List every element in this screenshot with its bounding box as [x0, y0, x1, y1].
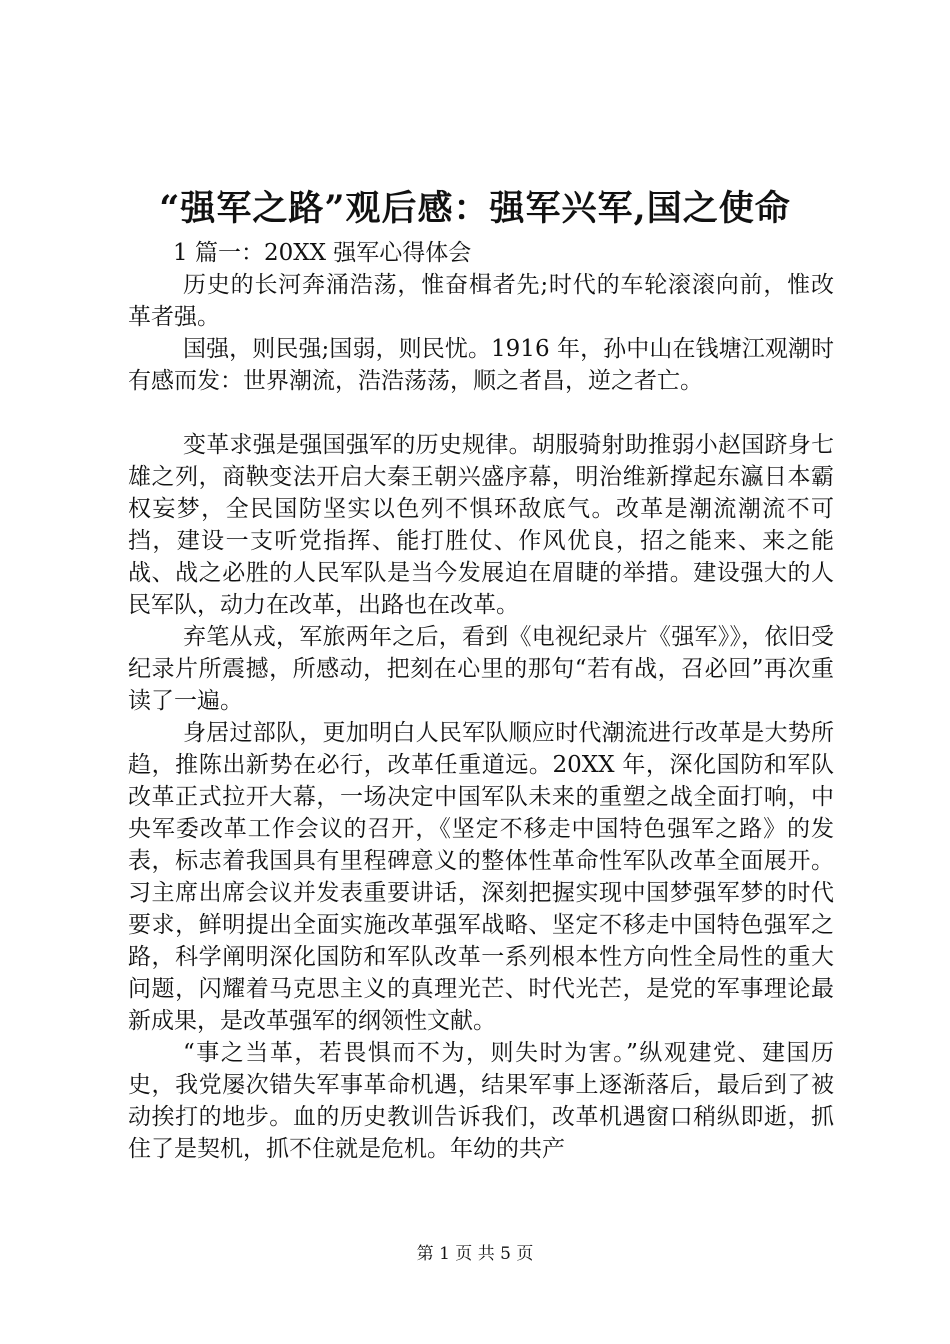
document-title: “强军之路”观后感：强军兴军,国之使命 — [159, 188, 791, 229]
paragraph: “事之当革，若畏惧而不为，则失时为害。”纵观建党、建国历史，我党屡次错失军事革命机遇，结果军事上逐渐落后，最后到了被动挨打的地步。血的历史教训告诉我们，改革机遇窗口稍纵即逝，抓住了是契机，抓不住就是危机。年幼的共产 — [128, 1040, 834, 1162]
document-body — [128, 237, 834, 1165]
paragraph: 历史的长河奔涌浩荡，惟奋楫者先;时代的车轮滚滚向前，惟改革者强。 — [128, 272, 834, 330]
paragraph: 身居过部队，更加明白人民军队顺应时代潮流进行改革是大势所趋，推陈出新势在必行，改革任重道远。20XX 年，深化国防和军队改革正式拉开大幕，一场决定中国军队未来的重塑之战全面打响，中央军委改革工作会议的召开，《坚定不移走中国特色强军之路》的发表，标志着我国具有里程碑意义的整体性革命性军队改革全面展开。习主席出席会议并发表重要讲话，深刻把握实现中国梦强军梦的时代要求，鲜明提出全面实施改革强军战略、坚定不移走中国特色强军之路，科学阐明深化国防和军队改革一系列根本性方向性全局性的重大问题，闪耀着马克思主义的真理光芒、时代光芒，是党的军事理论最新成果，是改革强军的纲领性文献。 — [128, 720, 834, 1034]
section-heading: 1 篇一：20XX 强军心得体会 — [173, 240, 472, 266]
paragraph: 弃笔从戎，军旅两年之后，看到《电视纪录片《强军》》，依旧受纪录片所震撼，所感动，把刻在心里的那句“若有战，召必回”再次重读了一遍。 — [128, 624, 834, 714]
page-footer: 第 1 页 共 5 页 — [416, 1244, 534, 1264]
paragraph: 国强，则民强;国弱，则民忧。1916 年，孙中山在钱塘江观潮时有感而发：世界潮流，浩浩荡荡，顺之者昌，逆之者亡。 — [128, 336, 834, 394]
paragraph: 变革求强是强国强军的历史规律。胡服骑射助推弱小赵国跻身七雄之列，商鞅变法开启大秦王朝兴盛序幕，明治维新撑起东瀛日本霸权妄梦，全民国防坚实以色列不惧环敌底气。改革是潮流潮流不可挡，建设一支听党指挥、能打胜仗、作风优良，招之能来、来之能战、战之必胜的人民军队是当今发展迫在眉睫的举措。建设强大的人民军队，动力在改革，出路也在改革。 — [128, 432, 834, 618]
